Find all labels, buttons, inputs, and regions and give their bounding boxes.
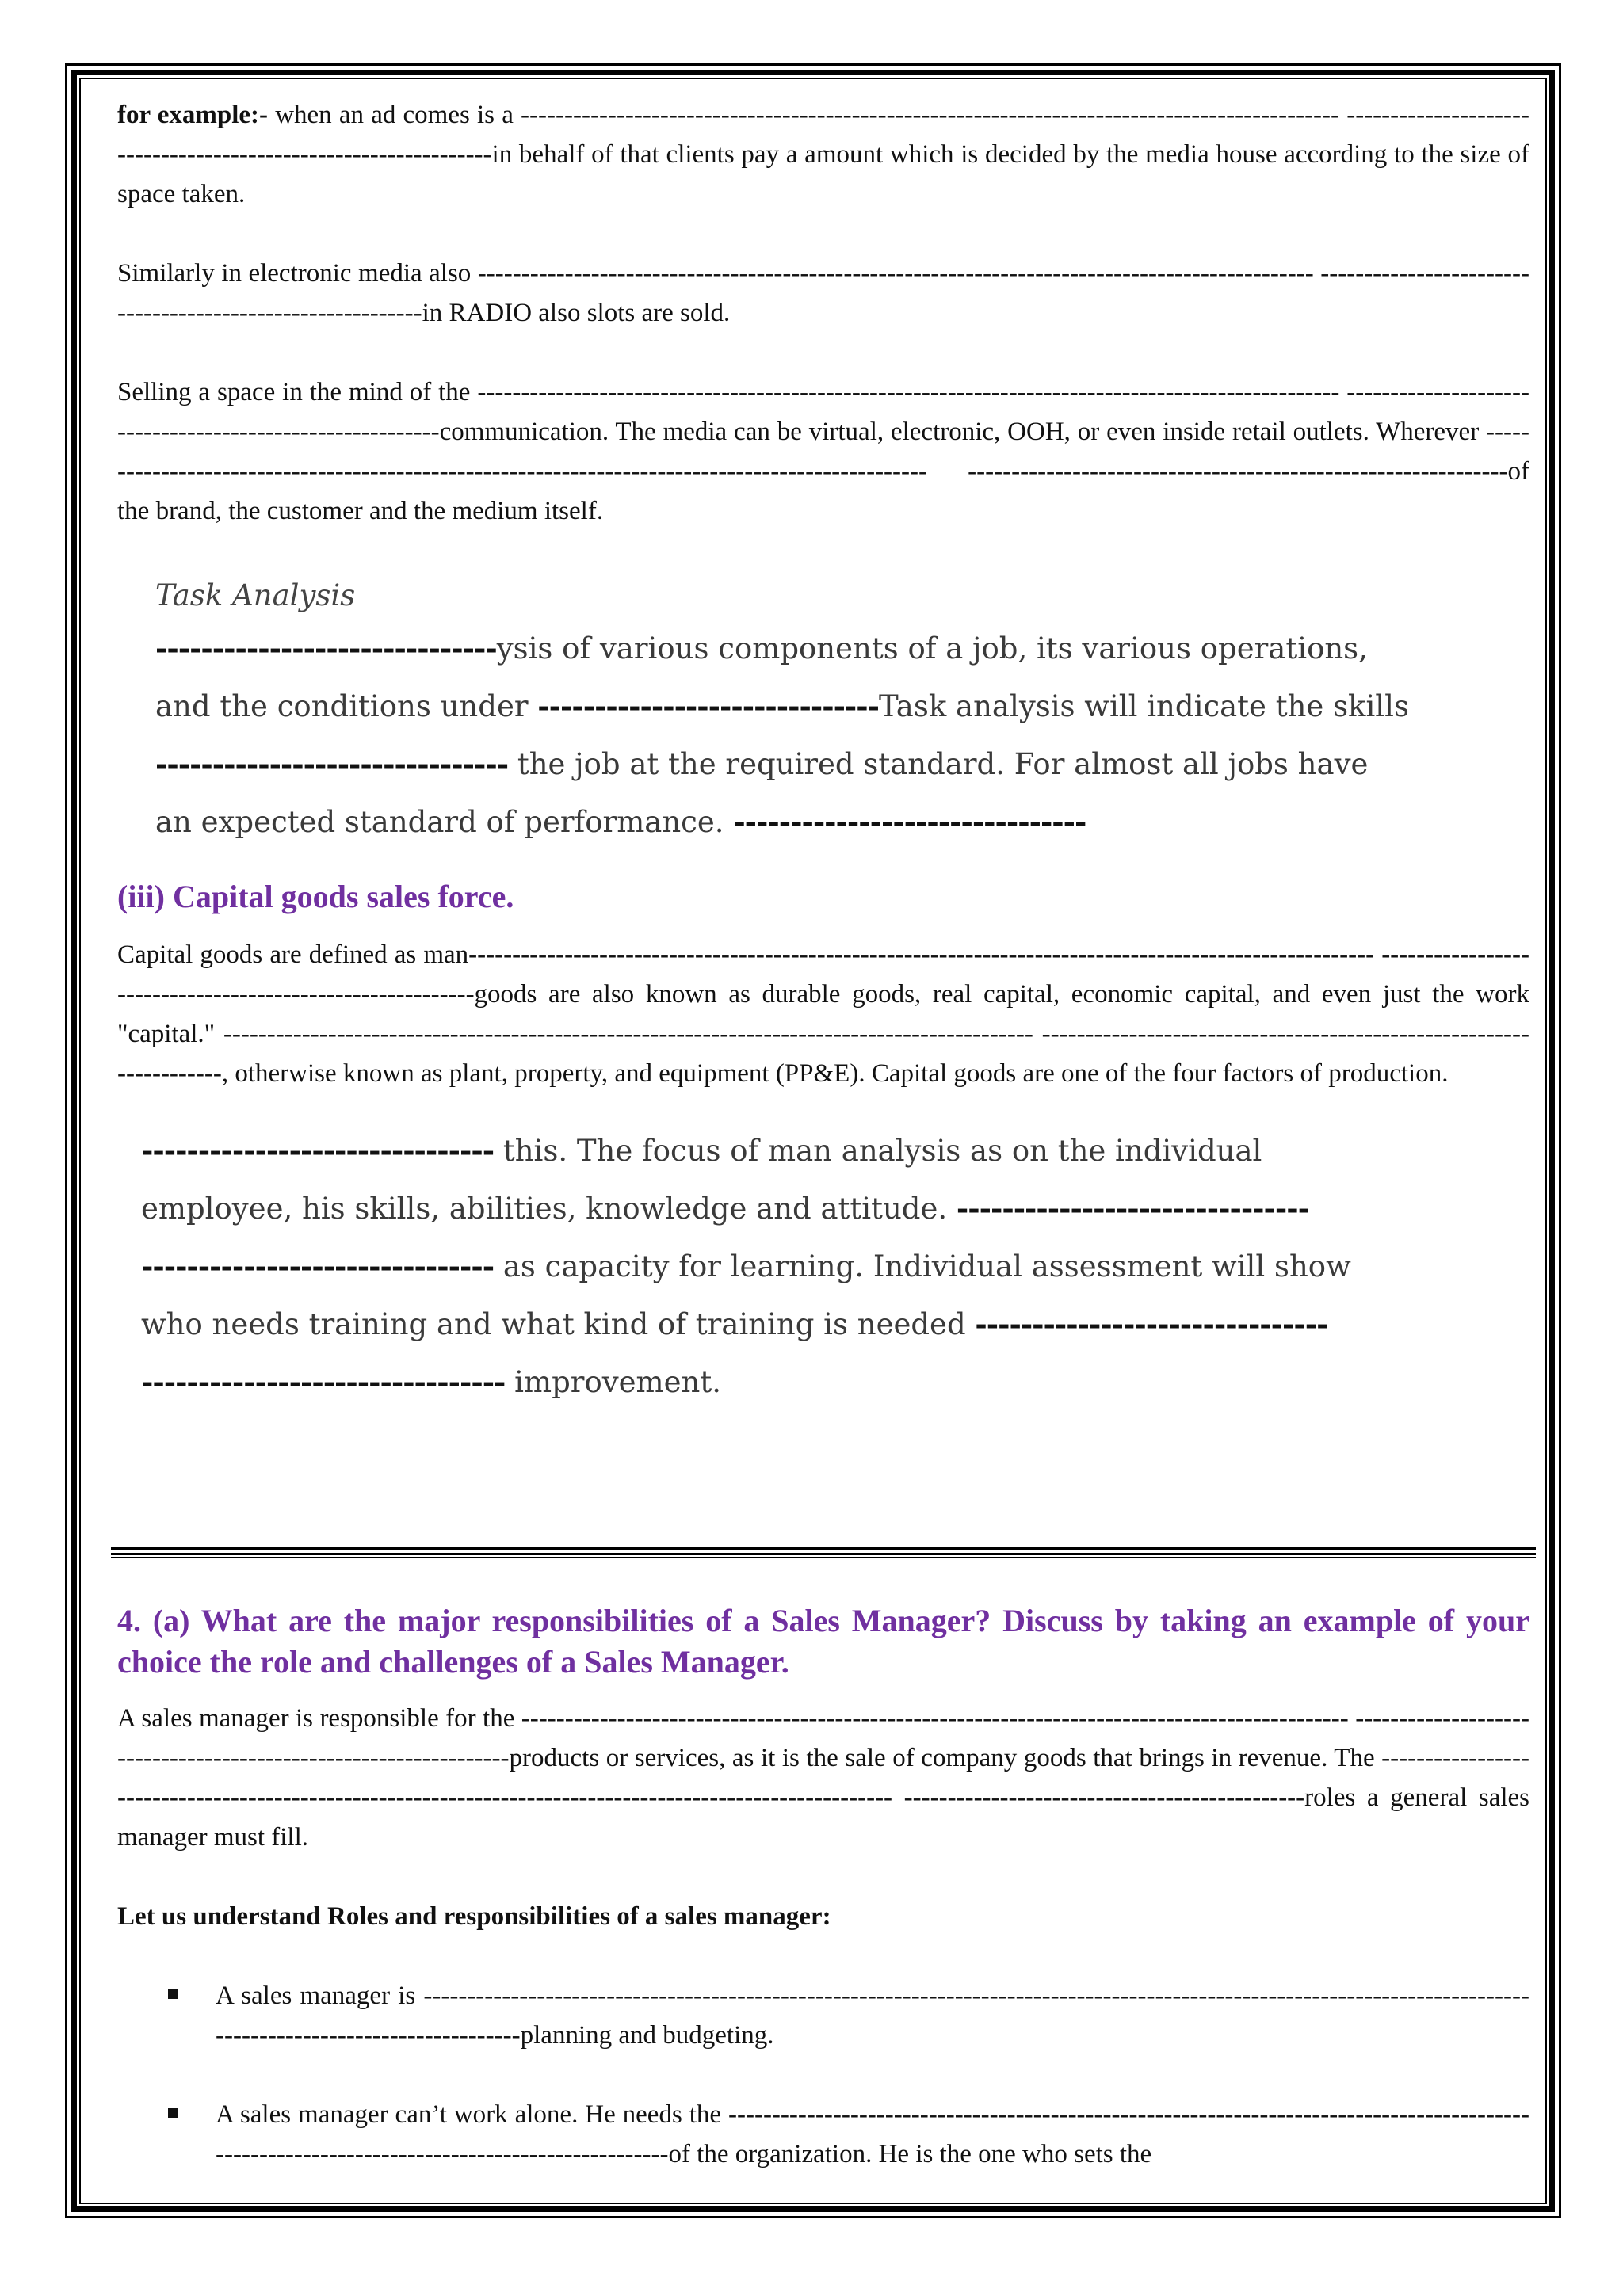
intro-paragraph-2: Similarly in electronic media also ------------------------------------------------------------------------------------------------ -----------------------------------------------------------in RADIO also slots are sold. — [117, 259, 1529, 327]
scan1-line-4: an expected standard of performance. ------------------------------- — [155, 804, 1086, 839]
scan2-line-1: ------------------------------- this. The focus of man analysis as on the individual — [141, 1133, 1262, 1168]
scan1-line-2: and the conditions under ------------------------------Task analysis will indicate the skills — [155, 688, 1409, 723]
scan1-line-1: ------------------------------ysis of various components of a job, its various operations, — [155, 631, 1368, 666]
bullet-icon — [168, 1989, 178, 1999]
responsibilities-list — [117, 1976, 1529, 2174]
capital-goods-paragraph: Capital goods are defined as man-------------------------------------------------------------------------------------------------------- ----------------------------------------------------------goods are also known as durable goods, real capital, economic capital, and even just the work "capital." --------------------------------------------------------------------------------------------- --------------------------------------------------------------------, otherwise known as plant, property, and equipment (PP&E). Capital goods are one of the four factors of production. — [117, 940, 1530, 1088]
page-content — [117, 95, 1529, 1411]
bullet-icon — [168, 2108, 178, 2118]
scan2-line-4: who needs training and what kind of training is needed ------------------------------- — [141, 1306, 1328, 1341]
task-analysis-caption: Task Analysis — [155, 578, 356, 612]
example-label: for example:- — [117, 101, 269, 129]
capital-goods-heading: (iii) Capital goods sales force. — [117, 879, 514, 914]
intro-paragraph-3: Selling a space in the mind of the --------------------------------------------------------------------------------------------------- ----------------------------------------------------------communication. The media can be virtual, electronic, OOH, or even inside retail outlets. Wherever -------------------------------------------------------------------------------------------------- --------------------------------------------------------------of the brand, the customer and the medium itself. — [117, 378, 1530, 525]
section-divider-rule — [111, 1547, 1536, 1559]
list-item: A sales manager can’t work alone. He needs the ------------------------------------------------------------------------------------------------------------------------------------------------of the organization. He is the one who sets the — [117, 2095, 1529, 2174]
task-analysis-scanned-excerpt — [155, 572, 1503, 851]
intro-paragraph-1: for example:- when an ad comes is a ---------------------------------------------------------------------------------------------- ----------------------------------------------------------------in behalf of that clients pay a amount which is decided by the media house according to the size of space taken. — [117, 101, 1529, 208]
list-item: A sales manager is ------------------------------------------------------------------------------------------------------------------------------------------------------------------planning and budgeting. — [117, 1976, 1529, 2055]
man-analysis-scanned-excerpt — [141, 1122, 1488, 1411]
roles-subheading: Let us understand Roles and responsibilities of a sales manager: — [117, 1902, 831, 1931]
scan2-line-3: ------------------------------- as capacity for learning. Individual assessment will show — [141, 1249, 1351, 1283]
question-4-paragraph: A sales manager is responsible for the ----------------------------------------------------------------------------------------------- -----------------------------------------------------------------products or services, as it is the sale of company goods that brings in revenue. The ---------------------------------------------------------------------------------------------------------- ----------------------------------------------roles a general sales manager must fill. — [117, 1704, 1530, 1852]
scan2-line-2: employee, his skills, abilities, knowledge and attitude. ------------------------------- — [141, 1191, 1309, 1226]
scan1-line-3: ------------------------------- the job at the required standard. For almost all jobs have — [155, 746, 1369, 781]
question-4-heading: 4. (a) What are the major responsibilities of a Sales Manager? Discuss by taking an example of your choice the role and challenges of a Sales Manager. — [117, 1603, 1529, 1680]
scan2-line-5: -------------------------------- improvement. — [141, 1364, 721, 1399]
question-4-block — [117, 1600, 1529, 2174]
